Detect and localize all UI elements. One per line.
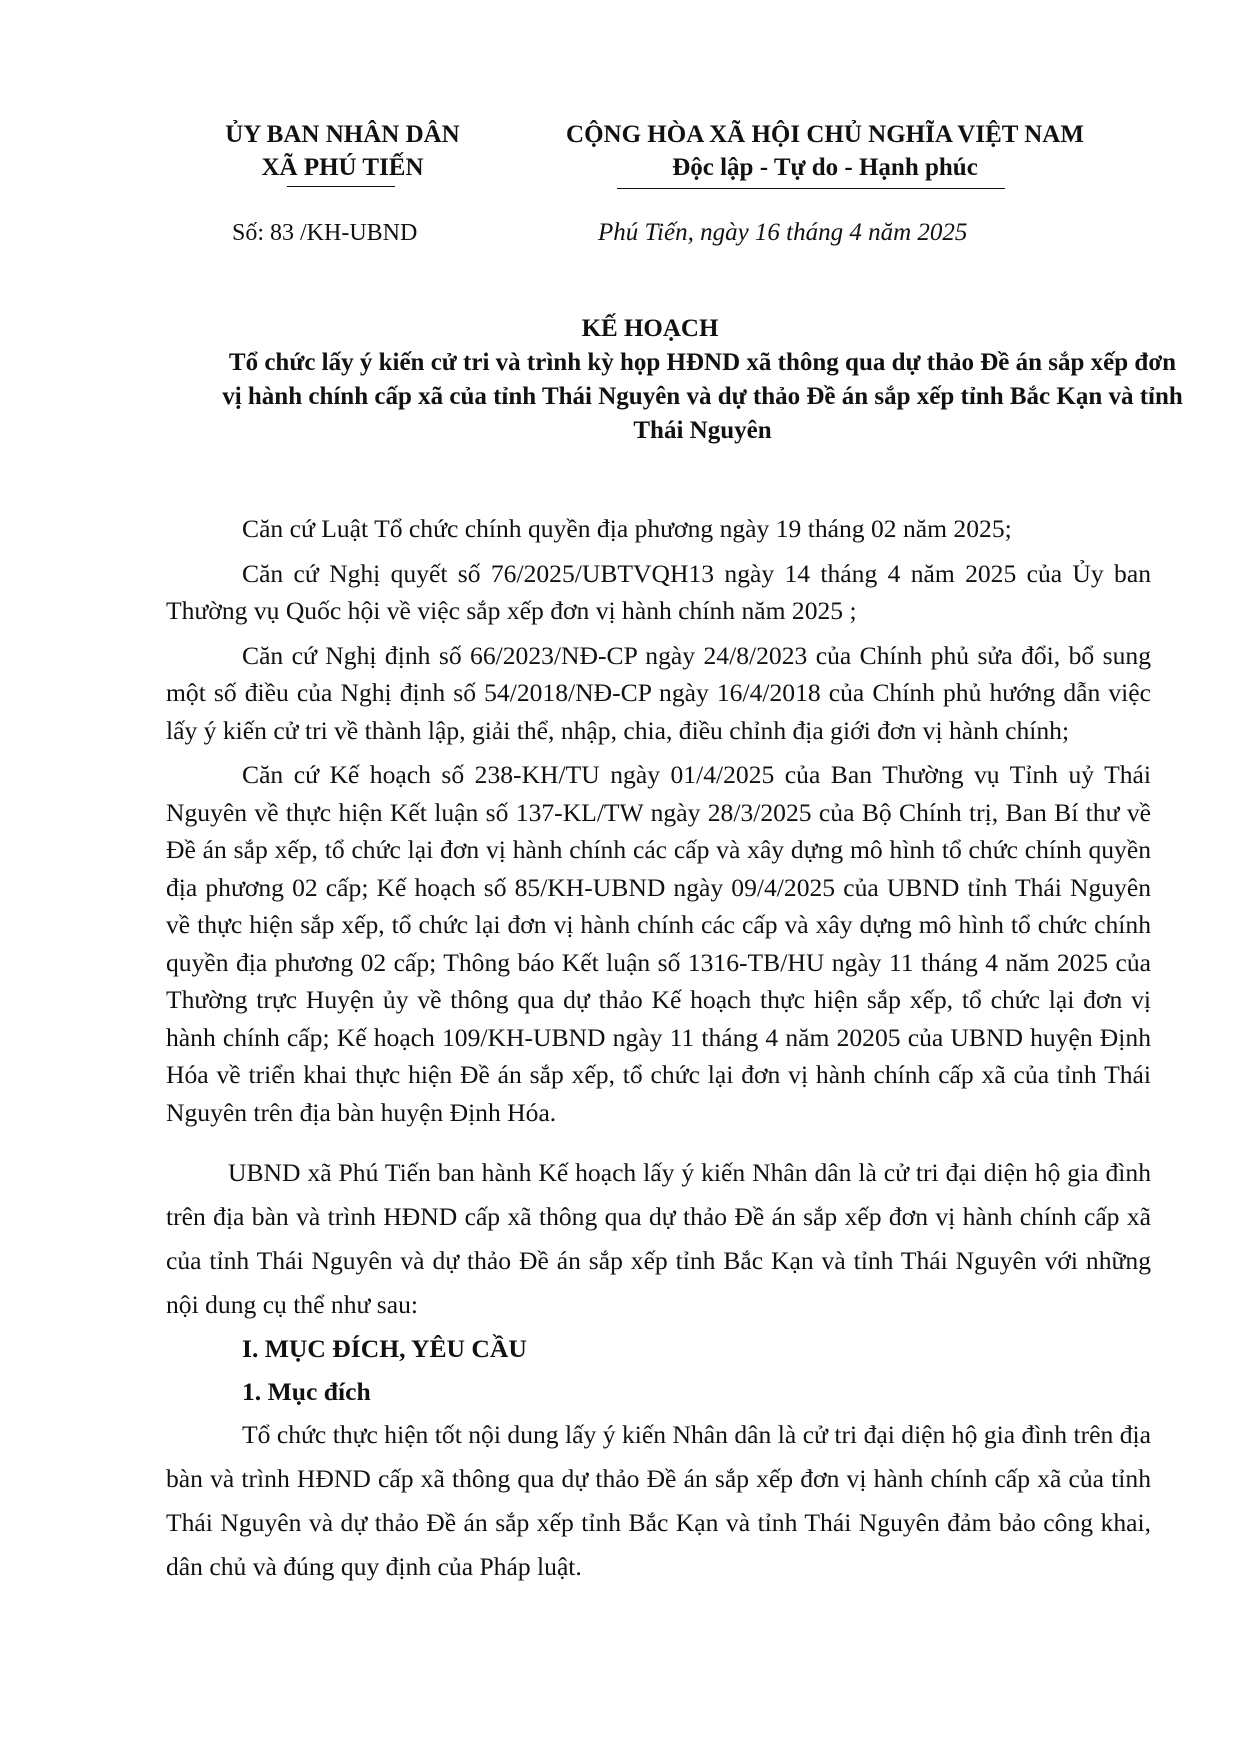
document-body — [166, 510, 1151, 1589]
national-name: CỘNG HÒA XÃ HỘI CHỦ NGHĨA VIỆT NAM — [566, 121, 1084, 148]
section-heading-1: I. MỤC ĐÍCH, YÊU CẦU — [242, 1334, 527, 1363]
basis-paragraph-1: Căn cứ Luật Tổ chức chính quyền địa phương ngày 19 tháng 02 năm 2025; — [242, 514, 1012, 543]
issuer-line-1: ỦY BAN NHÂN DÂN — [225, 121, 460, 148]
document-subtitle: Tổ chức lấy ý kiến cử tri và trình kỳ họp HĐND xã thông qua dự thảo Đề án sắp xếp đơn vị hành chính cấp xã của tỉnh Thái Nguyên và dự thảo Đề án sắp xếp tỉnh Bắc Kạn và tỉnh Thái Nguyên — [222, 349, 1183, 444]
subsection-heading-1-1: 1. Mục đích — [242, 1377, 371, 1406]
national-motto: Độc lập - Tự do - Hạnh phúc — [672, 154, 978, 181]
issuer-line-2: XÃ PHÚ TIẾN — [261, 154, 424, 181]
document-title: KẾ HOẠCH — [581, 315, 719, 342]
issuer-underline — [287, 186, 395, 187]
issuer-block — [200, 118, 485, 184]
basis-paragraph-2: Căn cứ Nghị quyết số 76/2025/UBTVQH13 ngày 14 tháng 4 năm 2025 của Ủy ban Thường vụ Quốc hội về việc sắp xếp đơn vị hành chính năm 2025 ; — [166, 558, 1151, 625]
motto-underline — [617, 188, 1005, 189]
national-motto-block — [535, 118, 1115, 184]
basis-paragraph-4: Căn cứ Kế hoạch số 238-KH/TU ngày 01/4/2025 của Ban Thường vụ Tỉnh uỷ Thái Nguyên về thực hiện Kết luận số 137-KL/TW ngày 28/3/2025 của Bộ Chính trị, Ban Bí thư về Đề án sắp xếp, tổ chức lại đơn vị hành chính các cấp và xây dựng mô hình tổ chức chính quyền địa phương 02 cấp; Kế hoạch số 85/KH-UBND ngày 09/4/2025 của UBND tỉnh Thái Nguyên về thực hiện sắp xếp, tổ chức lại đơn vị hành chính các cấp và xây dựng mô hình tổ chức chính quyền địa phương 02 cấp; Thông báo Kết luận số 1316-TB/HU ngày 11 tháng 4 năm 2025 của Thường trực Huyện ủy về thông qua dự thảo Kế hoạch thực hiện sắp xếp, tổ chức lại đơn vị hành chính cấp; Kế hoạch 109/KH-UBND ngày 11 tháng 4 năm 20205 của UBND huyện Định Hóa về triển khai thực hiện Đề án sắp xếp, tổ chức lại đơn vị hành chính cấp xã của tỉnh Thái Nguyên trên địa bàn huyện Định Hóa. — [166, 760, 1151, 1127]
purpose-paragraph: Tổ chức thực hiện tốt nội dung lấy ý kiến Nhân dân là cử tri đại diện hộ gia đình trên địa bàn và trình HĐND cấp xã thông qua dự thảo Đề án sắp xếp đơn vị hành chính cấp xã của tỉnh Thái Nguyên và dự thảo Đề án sắp xếp tỉnh Bắc Kạn và tỉnh Thái Nguyên đảm bảo công khai, dân chủ và đúng quy định của Pháp luật. — [166, 1420, 1151, 1581]
intro-paragraph: UBND xã Phú Tiến ban hành Kế hoạch lấy ý kiến Nhân dân là cử tri đại diện hộ gia đình trên địa bàn và trình HĐND cấp xã thông qua dự thảo Đề án sắp xếp đơn vị hành chính cấp xã của tỉnh Thái Nguyên và dự thảo Đề án sắp xếp tỉnh Bắc Kạn và tỉnh Thái Nguyên với những nội dung cụ thể như sau: — [166, 1158, 1151, 1319]
place-date: Phú Tiến, ngày 16 tháng 4 năm 2025 — [598, 219, 968, 246]
document-number: Số: 83 /KH-UBND — [232, 220, 418, 246]
basis-paragraph-3: Căn cứ Nghị định số 66/2023/NĐ-CP ngày 24/8/2023 của Chính phủ sửa đổi, bổ sung một số điều của Nghị định số 54/2018/NĐ-CP ngày 16/4/2018 của Chính phủ hướng dẫn việc lấy ý kiến cử tri về thành lập, giải thể, nhập, chia, điều chỉnh địa giới đơn vị hành chính; — [166, 640, 1151, 745]
